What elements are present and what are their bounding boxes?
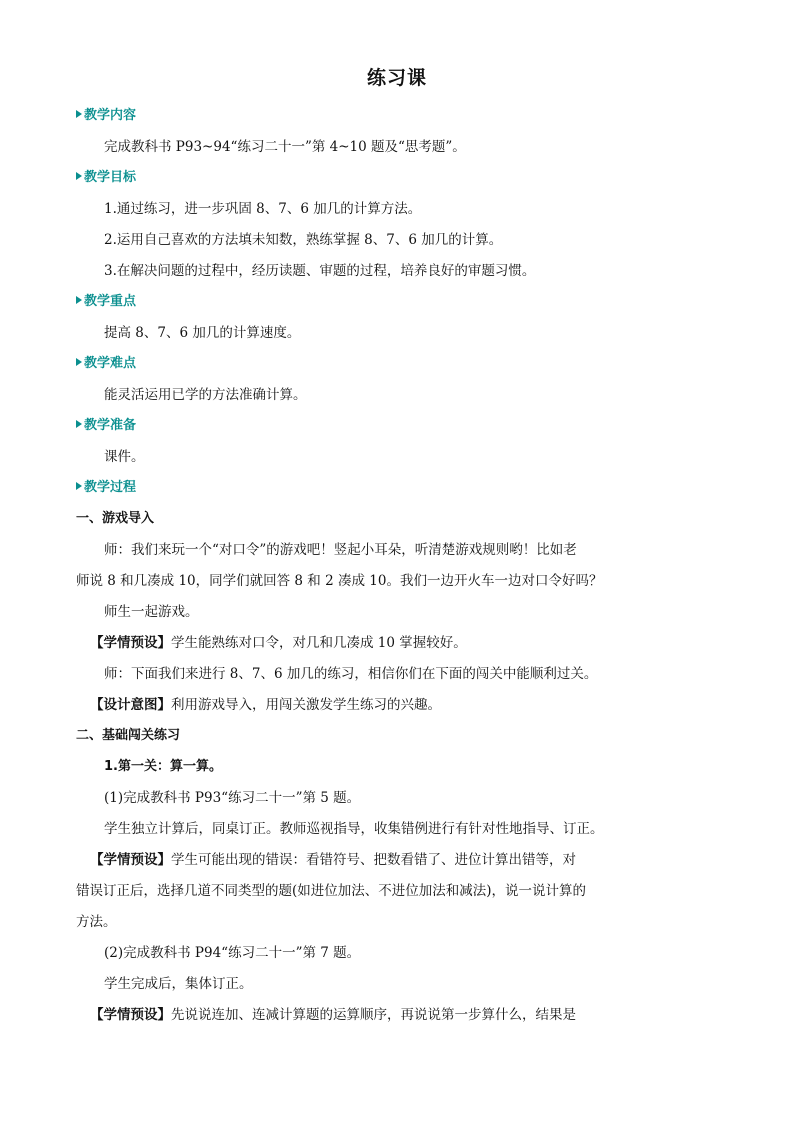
preset-text: 学生能熟练对口令，对几和几凑成 10 掌握较好。 (171, 635, 467, 651)
preset-paragraph (90, 1005, 576, 1025)
paragraph: 方法。 (76, 914, 117, 930)
paragraph: (2)完成教科书 P94“练习二十一”第 7 题。 (104, 945, 361, 961)
preset-tag: 【学情预设】 (90, 852, 171, 868)
intent-text: 利用游戏导入，用闯关激发学生练习的兴趣。 (171, 697, 441, 713)
section-teaching-prep (76, 416, 136, 436)
part1-heading: 一、游戏导入 (76, 511, 155, 526)
section-label: 教学难点 (84, 356, 137, 371)
section-teaching-content (76, 106, 136, 126)
paragraph: 学生独立计算后，同桌订正。教师巡视指导，收集错例进行有针对性地指导、订正。 (104, 821, 604, 837)
triangle-bullet-icon (76, 420, 82, 428)
section-label: 教学重点 (84, 294, 137, 309)
triangle-bullet-icon (76, 358, 82, 366)
goal-item: 3.在解决问题的过程中，经历读题、审题的过程，培养良好的审题习惯。 (104, 263, 536, 279)
key-text: 提高 8、7、6 加几的计算速度。 (104, 325, 301, 341)
section-teaching-key (76, 292, 136, 312)
preset-tag: 【学情预设】 (90, 635, 171, 651)
content-text: 完成教科书 P93~94“练习二十一”第 4~10 题及“思考题”。 (104, 139, 466, 155)
paragraph: 错误订正后，选择几道不同类型的题(如进位加法、不进位加法和减法)，说一说计算的 (76, 883, 587, 899)
preset-text: 先说说连加、连减计算题的运算顺序，再说说第一步算什么，结果是 (171, 1007, 576, 1023)
section-label: 教学准备 (84, 418, 137, 433)
intent-tag: 【设计意图】 (90, 697, 171, 713)
section-label: 教学目标 (84, 170, 137, 185)
paragraph: 师：我们来玩一个“对口令”的游戏吧！竖起小耳朵，听清楚游戏规则哟！比如老 (104, 542, 577, 558)
intent-paragraph (90, 695, 441, 715)
section-label: 教学过程 (84, 480, 137, 495)
paragraph: (1)完成教科书 P93“练习二十一”第 5 题。 (104, 790, 361, 806)
paragraph: 师说 8 和几凑成 10，同学们就回答 8 和 2 凑成 10。我们一边开火车一边对口令好吗？ (76, 573, 603, 589)
paragraph: 师：下面我们来进行 8、7、6 加几的练习，相信你们在下面的闯关中能顺利过关。 (104, 666, 598, 682)
prep-text: 课件。 (104, 449, 145, 465)
level1-heading: 1.第一关：算一算。 (104, 759, 222, 774)
section-label: 教学内容 (84, 108, 137, 123)
goal-item: 2.运用自己喜欢的方法填未知数，熟练掌握 8、7、6 加几的计算。 (104, 232, 503, 248)
section-teaching-difficulty (76, 354, 136, 374)
preset-paragraph (90, 850, 576, 870)
page-title: 练习课 (366, 67, 427, 89)
difficulty-text: 能灵活运用已学的方法准确计算。 (104, 387, 307, 403)
preset-text: 学生可能出现的错误：看错符号、把数看错了、进位计算出错等，对 (171, 852, 576, 868)
part2-heading: 二、基础闯关练习 (76, 728, 181, 743)
paragraph: 学生完成后，集体订正。 (104, 976, 253, 992)
triangle-bullet-icon (76, 482, 82, 490)
triangle-bullet-icon (76, 110, 82, 118)
section-teaching-goals (76, 168, 136, 188)
goal-item: 1.通过练习，进一步巩固 8、7、6 加几的计算方法。 (104, 201, 422, 217)
triangle-bullet-icon (76, 172, 82, 180)
preset-paragraph (90, 633, 467, 653)
section-teaching-process (76, 478, 136, 498)
preset-tag: 【学情预设】 (90, 1007, 171, 1023)
paragraph: 师生一起游戏。 (104, 604, 199, 620)
triangle-bullet-icon (76, 296, 82, 304)
